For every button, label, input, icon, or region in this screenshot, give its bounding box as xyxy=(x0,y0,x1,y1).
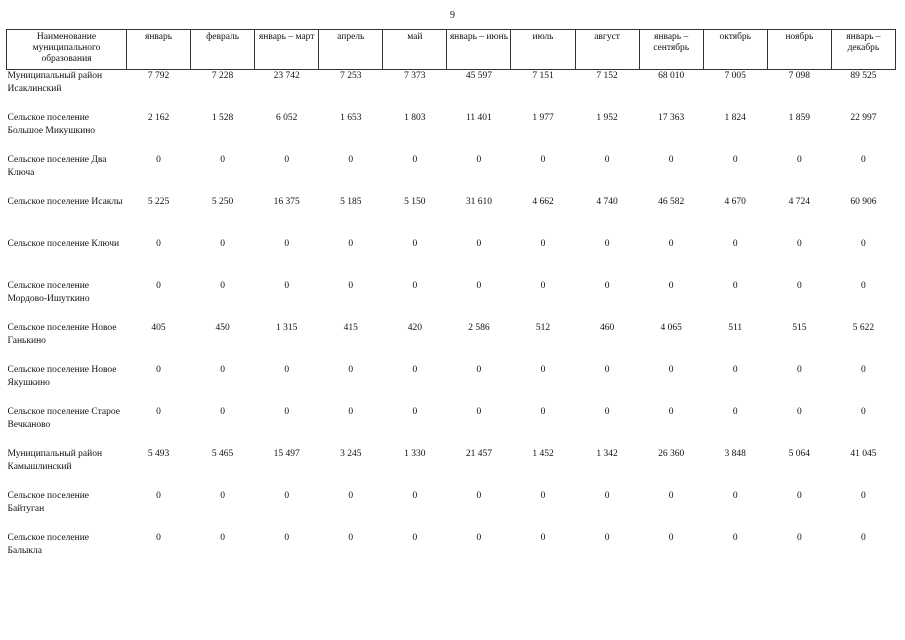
municipality-name: Сельское поселение Ключи xyxy=(7,238,120,249)
value-cell: 0 xyxy=(540,490,546,501)
municipality-name: Сельское поселение Исаклы xyxy=(7,196,123,207)
value-cell: 5 250 xyxy=(211,196,234,207)
value-cell: 0 xyxy=(604,364,610,375)
value-cell: 2 586 xyxy=(468,322,490,333)
value-cell: 0 xyxy=(668,238,674,249)
value-cell: 41 045 xyxy=(850,448,877,459)
page-number: 9 xyxy=(450,10,455,21)
value-cell: 0 xyxy=(732,280,738,291)
header-nov: ноябрь xyxy=(767,30,831,70)
value-cell: 3 848 xyxy=(724,448,746,459)
value-cell: 1 653 xyxy=(340,112,362,123)
value-cell: 7 228 xyxy=(211,71,234,81)
value-cell: 31 610 xyxy=(465,196,492,207)
value-cell: 0 xyxy=(540,280,546,291)
value-cell: 0 xyxy=(156,532,161,543)
header-aug: август xyxy=(575,30,639,70)
header-jul: июль xyxy=(511,30,575,70)
value-cell: 0 xyxy=(668,364,674,375)
table-row xyxy=(7,406,896,448)
table-row xyxy=(7,70,896,112)
table-row xyxy=(7,154,896,196)
value-cell: 415 xyxy=(343,322,358,333)
value-cell: 0 xyxy=(476,532,482,543)
value-cell: 0 xyxy=(220,280,225,291)
value-cell: 60 906 xyxy=(850,196,877,207)
value-cell: 89 525 xyxy=(850,71,877,81)
value-cell: 0 xyxy=(732,364,738,375)
header-feb: февраль xyxy=(191,30,255,70)
value-cell: 7 098 xyxy=(788,71,810,81)
value-cell: 0 xyxy=(861,154,866,165)
value-cell: 0 xyxy=(412,364,418,375)
value-cell: 7 792 xyxy=(147,71,170,81)
value-cell: 0 xyxy=(284,364,290,375)
value-cell: 11 401 xyxy=(466,112,492,123)
value-cell: 7 151 xyxy=(532,71,554,81)
table-row xyxy=(7,280,896,322)
value-cell: 0 xyxy=(220,364,225,375)
value-cell: 5 622 xyxy=(852,322,875,333)
value-cell: 7 005 xyxy=(724,71,746,81)
value-cell: 5 493 xyxy=(147,448,170,459)
value-cell: 23 742 xyxy=(273,71,300,81)
table-row xyxy=(7,448,896,490)
value-cell: 0 xyxy=(668,280,674,291)
table-body xyxy=(7,70,896,574)
value-cell: 46 582 xyxy=(658,196,685,207)
value-cell: 0 xyxy=(540,364,546,375)
value-cell: 0 xyxy=(861,364,866,375)
value-cell: 0 xyxy=(668,532,674,543)
value-cell: 515 xyxy=(792,322,807,333)
header-jan-mar: январь – март xyxy=(255,30,319,70)
value-cell: 0 xyxy=(861,406,866,417)
value-cell: 0 xyxy=(540,532,546,543)
value-cell: 17 363 xyxy=(658,112,685,123)
value-cell: 405 xyxy=(151,322,166,333)
value-cell: 0 xyxy=(604,490,610,501)
value-cell: 0 xyxy=(476,364,482,375)
value-cell: 0 xyxy=(348,280,354,291)
municipality-name: Муниципальный район Камышлинский xyxy=(7,448,103,472)
value-cell: 0 xyxy=(156,364,161,375)
value-cell: 1 977 xyxy=(532,112,554,123)
value-cell: 0 xyxy=(220,406,225,417)
table-row xyxy=(7,322,896,364)
value-cell: 1 803 xyxy=(404,112,426,123)
table-row xyxy=(7,112,896,154)
value-cell: 0 xyxy=(348,532,354,543)
table-row xyxy=(7,238,896,280)
value-cell: 5 225 xyxy=(147,196,170,207)
value-cell: 0 xyxy=(604,280,610,291)
municipality-name: Сельское поселение Новое Ганькино xyxy=(7,322,117,346)
value-cell: 0 xyxy=(284,154,290,165)
value-cell: 0 xyxy=(284,532,290,543)
value-cell: 420 xyxy=(407,322,422,333)
value-cell: 0 xyxy=(796,238,802,249)
municipality-name: Сельское поселение Байтуган xyxy=(7,490,90,514)
value-cell: 1 452 xyxy=(532,448,554,459)
value-cell: 450 xyxy=(215,322,230,333)
value-cell: 16 375 xyxy=(273,196,300,207)
value-cell: 7 253 xyxy=(340,71,362,81)
value-cell: 0 xyxy=(668,490,674,501)
value-cell: 0 xyxy=(732,532,738,543)
value-cell: 0 xyxy=(476,490,482,501)
value-cell: 0 xyxy=(284,490,290,501)
table-row xyxy=(7,364,896,406)
value-cell: 4 740 xyxy=(596,196,618,207)
value-cell: 1 342 xyxy=(596,448,618,459)
value-cell: 0 xyxy=(796,364,802,375)
value-cell: 0 xyxy=(732,154,738,165)
header-jan-dec: январь – декабрь xyxy=(831,30,895,70)
value-cell: 0 xyxy=(412,154,418,165)
value-cell: 1 315 xyxy=(276,322,298,333)
value-cell: 0 xyxy=(476,406,482,417)
value-cell: 0 xyxy=(220,490,225,501)
value-cell: 0 xyxy=(348,154,354,165)
value-cell: 0 xyxy=(412,532,418,543)
value-cell: 0 xyxy=(220,532,225,543)
value-cell: 0 xyxy=(156,406,161,417)
value-cell: 0 xyxy=(732,406,738,417)
value-cell: 0 xyxy=(412,280,418,291)
value-cell: 4 670 xyxy=(724,196,746,207)
municipality-name: Сельское поселение Большое Микушкино xyxy=(7,112,96,136)
value-cell: 0 xyxy=(476,238,482,249)
value-cell: 1 528 xyxy=(211,112,234,123)
table-header-row xyxy=(7,30,896,70)
value-cell: 0 xyxy=(796,532,802,543)
value-cell: 0 xyxy=(732,490,738,501)
value-cell: 5 150 xyxy=(404,196,426,207)
municipality-name: Сельское поселение Новое Якушкино xyxy=(7,364,117,388)
header-may: май xyxy=(383,30,447,70)
value-cell: 4 724 xyxy=(788,196,810,207)
value-cell: 0 xyxy=(540,154,546,165)
municipality-name: Муниципальный район Исаклинский xyxy=(7,71,103,94)
municipality-name: Сельское поселение Два Ключа xyxy=(7,154,107,178)
municipality-name: Сельское поселение Мордово-Ишуткино xyxy=(7,280,90,304)
value-cell: 0 xyxy=(476,154,482,165)
value-cell: 7 373 xyxy=(404,71,426,81)
value-cell: 5 064 xyxy=(788,448,810,459)
value-cell: 1 859 xyxy=(788,112,810,123)
value-cell: 0 xyxy=(156,238,161,249)
value-cell: 0 xyxy=(412,490,418,501)
value-cell: 0 xyxy=(156,490,161,501)
value-cell: 0 xyxy=(604,406,610,417)
value-cell: 68 010 xyxy=(658,71,685,81)
municipality-name: Сельское поселение Балыкла xyxy=(7,532,90,556)
value-cell: 45 597 xyxy=(465,71,492,81)
value-cell: 460 xyxy=(599,322,615,333)
header-jan: январь xyxy=(127,30,191,70)
table-row xyxy=(7,532,896,574)
value-cell: 0 xyxy=(732,238,738,249)
header-jan-sep: январь – сентябрь xyxy=(639,30,703,70)
value-cell: 0 xyxy=(604,238,610,249)
value-cell: 0 xyxy=(604,154,610,165)
value-cell: 0 xyxy=(861,238,866,249)
value-cell: 26 360 xyxy=(658,448,685,459)
value-cell: 3 245 xyxy=(340,448,362,459)
value-cell: 0 xyxy=(284,280,290,291)
value-cell: 4 065 xyxy=(660,322,682,333)
value-cell: 0 xyxy=(220,238,225,249)
value-cell: 5 465 xyxy=(211,448,234,459)
table-row xyxy=(7,490,896,532)
value-cell: 0 xyxy=(348,490,354,501)
value-cell: 0 xyxy=(412,406,418,417)
value-cell: 0 xyxy=(861,490,866,501)
header-jan-jun: январь – июнь xyxy=(447,30,511,70)
value-cell: 1 330 xyxy=(404,448,426,459)
value-cell: 15 497 xyxy=(273,448,300,459)
value-cell: 512 xyxy=(535,322,551,333)
value-cell: 0 xyxy=(220,154,225,165)
value-cell: 0 xyxy=(668,406,674,417)
value-cell: 0 xyxy=(156,280,161,291)
value-cell: 0 xyxy=(476,280,482,291)
value-cell: 5 185 xyxy=(340,196,362,207)
value-cell: 0 xyxy=(604,532,610,543)
header-municipality: Наименование муниципального образования xyxy=(7,30,127,70)
value-cell: 0 xyxy=(540,406,546,417)
value-cell: 6 052 xyxy=(276,112,298,123)
data-table xyxy=(6,29,896,574)
value-cell: 0 xyxy=(348,364,354,375)
value-cell: 7 152 xyxy=(596,71,618,81)
value-cell: 0 xyxy=(796,406,802,417)
value-cell: 0 xyxy=(156,154,161,165)
value-cell: 22 997 xyxy=(850,112,877,123)
value-cell: 2 162 xyxy=(147,112,170,123)
value-cell: 0 xyxy=(348,238,354,249)
value-cell: 0 xyxy=(348,406,354,417)
value-cell: 1 824 xyxy=(724,112,746,123)
municipality-name: Сельское поселение Старое Вечканово xyxy=(7,406,120,430)
header-oct: октябрь xyxy=(703,30,767,70)
value-cell: 0 xyxy=(284,238,290,249)
value-cell: 0 xyxy=(412,238,418,249)
table-row xyxy=(7,196,896,238)
value-cell: 0 xyxy=(796,490,802,501)
value-cell: 0 xyxy=(284,406,290,417)
value-cell: 0 xyxy=(861,280,866,291)
value-cell: 0 xyxy=(668,154,674,165)
value-cell: 0 xyxy=(540,238,546,249)
value-cell: 511 xyxy=(728,322,743,333)
value-cell: 0 xyxy=(796,280,802,291)
value-cell: 4 662 xyxy=(532,196,554,207)
header-apr: апрель xyxy=(319,30,383,70)
value-cell: 0 xyxy=(861,532,866,543)
value-cell: 0 xyxy=(796,154,802,165)
value-cell: 21 457 xyxy=(465,448,492,459)
value-cell: 1 952 xyxy=(596,112,618,123)
